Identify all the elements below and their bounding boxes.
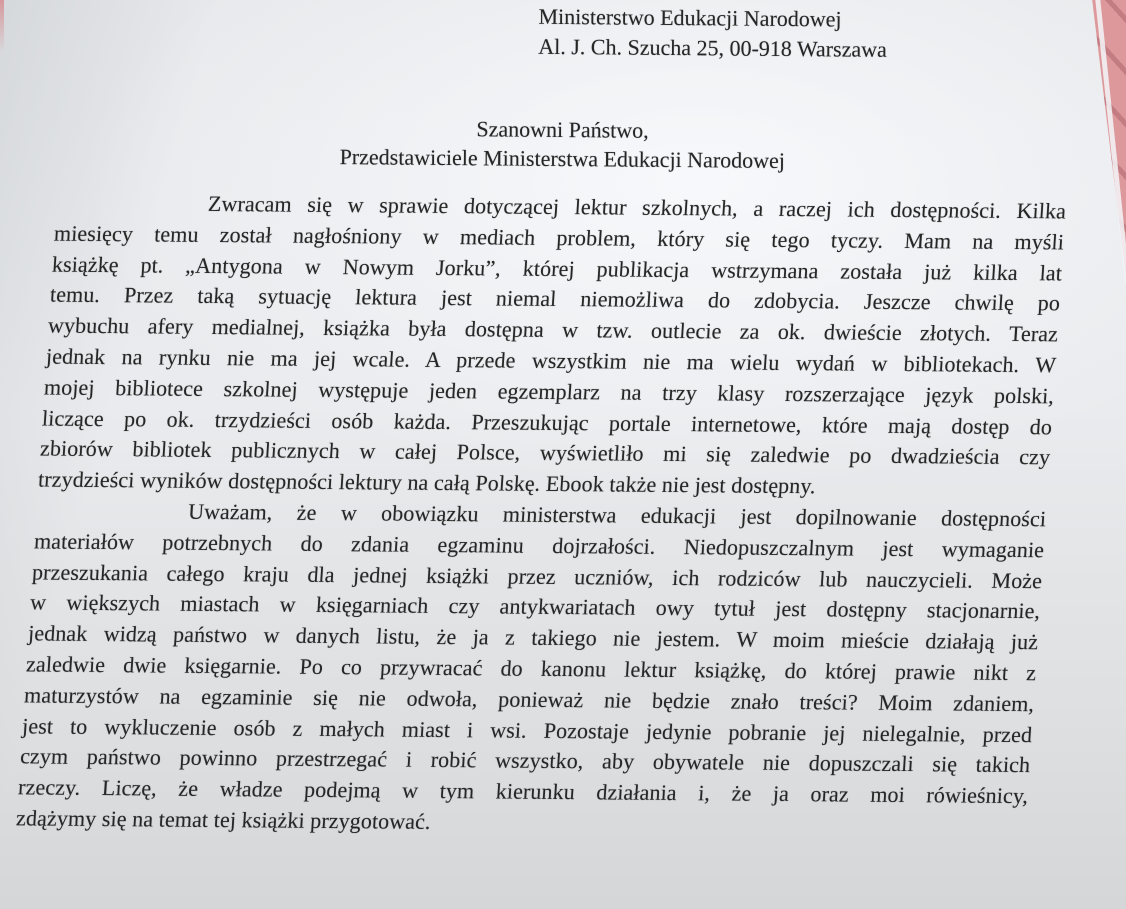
recipient-line-2: Al. J. Ch. Szucha 25, 00-918 Warszawa <box>538 33 887 62</box>
body-line: miesięcy temu został nagłośniony w mediach problem, który się tego tyczy. Mam na myśli <box>53 220 1065 255</box>
salutation-line-2: Przedstawiciele Ministerstwa Edukacji Narodowej <box>339 143 786 173</box>
body-line: jednak widzą państwo w danych listu, że ja z takiego nie jestem. W moim mieście działają już <box>27 620 1040 655</box>
body-line: Zwracam się w sprawie dotyczącej lektur szkolnych, a raczej ich dostępności. Kilka <box>207 190 1067 224</box>
body-line: jednak na rynku nie ma jej wcale. A przede wszystkim nie ma wielu wydań w bibliotekach. W <box>45 343 1057 378</box>
body-line: przeszukania całego kraju dla jednej książki przez uczniów, ich rodziców lub nauczycieli. Może <box>31 558 1043 593</box>
paragraph <box>37 188 1067 505</box>
body-line: w większych miastach w księgarniach czy antykwariatach owy tytuł jest dostępny stacjonarnie, <box>29 589 1041 624</box>
body-line: rzeczy. Liczę, że władze podejmą w tym kierunku działania i, że ja oraz moi rówieśnicy, <box>17 774 1030 809</box>
body-line: zdążymy się na temat tej książki przygotować. <box>15 805 432 834</box>
body-line: maturzystów na egzaminie się nie odwoła, ponieważ nie będzie znało treści? Moim zdaniem, <box>23 682 1036 716</box>
body-line: zaledwie dwie księgarnie. Po co przywracać do kanonu lektur książkę, do której prawie nikt z <box>25 651 1038 686</box>
recipient-address-block <box>538 2 887 65</box>
body-line: Uważam, że w obowiązku ministerstwa edukacji jest dopilnowanie dostępności <box>187 498 1047 532</box>
body-line: materiałów potrzebnych do zdania egzaminu dojrzałości. Niedopuszczalnym jest wymaganie <box>33 528 1045 563</box>
paragraph <box>15 495 1047 842</box>
body-line: mojej bibliotece szkolnej występuje jeden egzemplarz na trzy klasy rozszerzające język polski, <box>43 374 1055 409</box>
body-line: zbiorów bibliotek publicznych w całej Polsce, wyświetliło mi się zaledwie po dwadzieścia czy <box>39 435 1051 470</box>
body-line: temu. Przez taką sytuację lektura jest niemal niemożliwa do zdobycia. Jeszcze chwilę po <box>49 281 1061 316</box>
recipient-line-1: Ministerstwo Edukacji Narodowej <box>538 3 842 32</box>
letter-body <box>15 188 1067 843</box>
body-line: czym państwo powinno przestrzegać i robić wszystko, aby obywatele nie dopuszczali się takich <box>19 743 1032 778</box>
body-line: jest to wykluczenie osób z małych miast i wsi. Pozostaje jedynie pobranie jej nielegalnie, przed <box>21 712 1034 747</box>
body-line: liczące po ok. trzydzieści osób każda. Przeszukując portale internetowe, które mają dostęp do <box>41 405 1053 439</box>
body-line: książkę pt. „Antygona w Nowym Jorku”, której publikacja wstrzymana została już kilka lat <box>51 251 1063 285</box>
body-line: wybuchu afery medialnej, książka była dostępna w tzw. outlecie za ok. dwieście złotych. Teraz <box>47 312 1059 347</box>
body-line: trzydzieści wyników dostępności lektury na całą Polskę. Ebook także nie jest dostępny. <box>37 466 817 499</box>
salutation-line-1: Szanowni Państwo, <box>476 116 649 143</box>
salutation-block <box>0 111 1126 178</box>
